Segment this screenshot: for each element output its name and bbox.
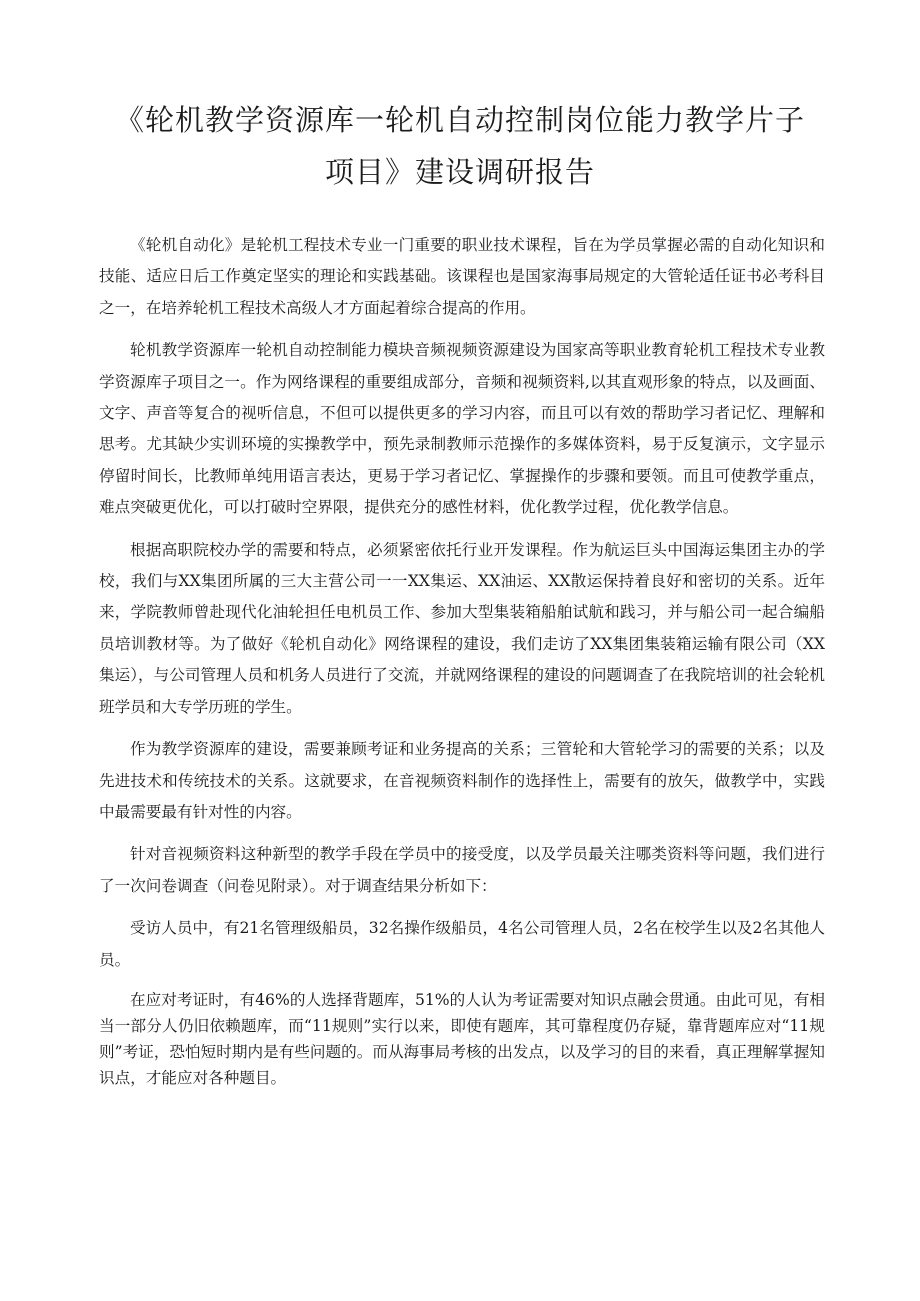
paragraph-exam-analysis: 在应对考证时，有46%的人选择背题库，51%的人认为考证需要对知识点融会贯通。由此可见，有相当一部分人仍旧依赖题库，而“11规则”实行以来，即使有题库，其可靠程度仍存疑，靠背题库应对“11规则”考证，恐怕短时期内是有些问题的。而从海事局考核的出发点，以及学习的目的来看，真正理解掌握知识点，才能应对各种题目。 — [99, 990, 825, 1087]
paragraph-intro: 《轮机自动化》是轮机工程技术专业一门重要的职业技术课程，旨在为学员掌握必需的自动化知识和技能、适应日后工作奠定坚实的理论和实践基础。该课程也是国家海事局规定的大管轮适任证书必考科目之一，在培养轮机工程技术高级人才方面起着综合提高的作用。 — [99, 236, 825, 317]
title-line-2: 项目》建设调研报告 — [324, 155, 595, 189]
paragraph-resource-library: 轮机教学资源库一轮机自动控制能力模块音频视频资源建设为国家高等职业教育轮机工程技术专业教学资源库子项目之一。作为网络课程的重要组成部分，音频和视频资料,以其直观形象的特点，以及画面、文字、声音等复合的视听信息，不但可以提供更多的学习内容，而且可以有效的帮助学习者记忆、理解和思考。尤其缺少实训环境的实操教学中，预先录制教师示范操作的多媒体资料，易于反复演示，文字显示停留时间长，比教师单纯用语言表达，更易于学习者记忆、掌握操作的步骤和要领。而且可使教学重点，难点突破更优化，可以打破时空界限，提供充分的感性材料，优化教学过程，优化教学信息。 — [99, 341, 825, 517]
document-body — [99, 230, 825, 1102]
paragraph-respondents: 受访人员中，有21名管理级船员，32名操作级船员，4名公司管理人员，2名在校学生以及2名其他人员。 — [99, 919, 825, 969]
paragraph-survey: 针对音视频资料这种新型的教学手段在学员中的接受度，以及学员最关注哪类资料等问题，我们进行了一次问卷调查（问卷见附录）。对于调查结果分析如下： — [99, 845, 825, 895]
paragraph-balance: 作为教学资源库的建设，需要兼顾考证和业务提高的关系；三管轮和大管轮学习的需要的关系；以及先进技术和传统技术的关系。这就要求，在音视频资料制作的选择性上，需要有的放矢，做教学中，实践中最需要最有针对性的内容。 — [99, 740, 825, 821]
paragraph-industry-cooperation: 根据高职院校办学的需要和特点，必须紧密依托行业开发课程。作为航运巨头中国海运集团主办的学校，我们与XX集团所属的三大主营公司一一XX集运、XX油运、XX散运保持着良好和密切的关系。近年来，学院教师曾赴现代化油轮担任电机员工作、参加大型集装箱船舶试航和践习，并与船公司一起合编船员培训教材等。为了做好《轮机自动化》网络课程的建设，我们走访了XX集团集装箱运输有限公司（XX集运），与公司管理人员和机务人员进行了交流，并就网络课程的建设的问题调查了在我院培训的社会轮机班学员和大专学历班的学生。 — [99, 540, 825, 716]
title-line-1: 《轮机教学资源库一轮机自动控制岗位能力教学片子 — [114, 103, 805, 137]
